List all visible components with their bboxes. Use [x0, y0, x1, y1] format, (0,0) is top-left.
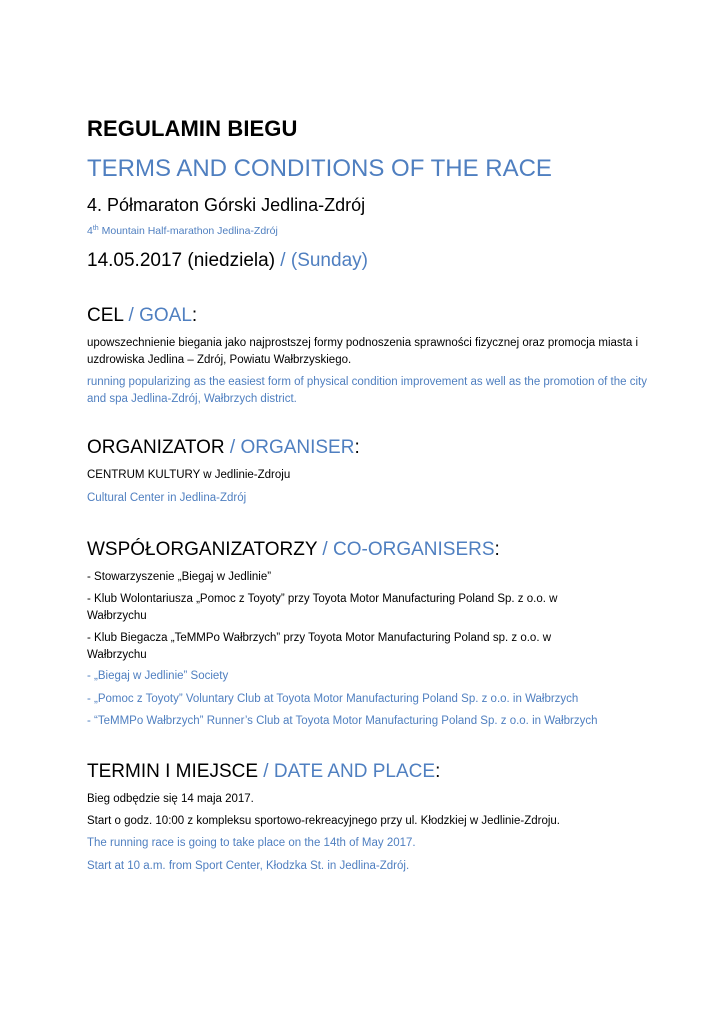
coorganisers-heading-english: CO-ORGANISERS	[333, 539, 495, 560]
date-place-heading-english: DATE AND PLACE	[273, 761, 436, 782]
race-date-polish: 14.05.2017 (niedziela)	[87, 250, 276, 271]
organiser-text-polish: CENTRUM KULTURY w Jedlinie-Zdroju	[87, 469, 291, 481]
organiser-heading-colon: :	[354, 437, 360, 458]
date-place-heading-separator: /	[258, 761, 274, 782]
goal-heading-english: GOAL	[139, 305, 192, 326]
organiser-heading	[87, 437, 360, 459]
date-place-line-polish-1: Bieg odbędzie się 14 maja 2017.	[87, 793, 254, 805]
coorganiser-item-polish-3: - Klub Biegacza „TeMMPo Wałbrzych” przy Toyota Motor Manufacturing Poland sp. z o.o. w Wałbrzychu	[87, 632, 552, 661]
coorganiser-item-english-1: - „Biegaj w Jedlinie” Society	[87, 670, 229, 682]
title-polish: REGULAMIN BIEGU	[87, 116, 298, 141]
race-date-english: / (Sunday)	[275, 250, 368, 271]
race-number: 4	[87, 225, 93, 237]
race-name-english	[87, 225, 278, 237]
goal-heading-separator: /	[123, 305, 140, 326]
goal-heading-polish: CEL	[87, 305, 124, 326]
goal-heading-colon: :	[191, 305, 198, 326]
title-english: TERMS AND CONDITIONS OF THE RACE	[87, 155, 552, 182]
race-name-english-rest: Mountain Half-marathon Jedlina-Zdrój	[98, 225, 278, 237]
goal-text-english: running popularizing as the easiest form of physical condition improvement as well as the promotion of the city and spa Jedlina-Zdrój, Wałbrzych district.	[87, 376, 647, 405]
date-place-heading-colon: :	[435, 761, 441, 782]
coorganiser-item-polish-2: - Klub Wolontariusza „Pomoc z Toyoty” przy Toyota Motor Manufacturing Poland Sp. z o.o. w Wałbrzychu	[87, 593, 558, 622]
coorganisers-heading	[87, 539, 500, 561]
date-place-line-polish-2: Start o godz. 10:00 z kompleksu sportowo-rekreacyjnego przy ul. Kłodzkiej w Jedlinie-Zdroju.	[87, 815, 560, 827]
goal-heading	[87, 305, 197, 327]
goal-text-polish: upowszechnienie biegania jako najprostszej formy podnoszenia sprawności fizycznej oraz promocja miasta i uzdrowiska Jedlina – Zdrój, Powiatu Wałbrzyskiego.	[87, 337, 639, 366]
organiser-text-english: Cultural Center in Jedlina-Zdrój	[87, 492, 247, 504]
coorganiser-item-english-2: - „Pomoc z Toyoty” Voluntary Club at Toyota Motor Manufacturing Poland Sp. z o.o. in Wałbrzych	[87, 693, 579, 705]
coorganiser-item-english-3: - “TeMMPo Wałbrzych” Runner’s Club at Toyota Motor Manufacturing Poland Sp. z o.o. in Wałbrzych	[87, 715, 598, 727]
organiser-heading-separator: /	[224, 437, 241, 458]
date-place-line-english-1: The running race is going to take place on the 14th of May 2017.	[87, 837, 416, 849]
coorganiser-item-polish-1: - Stowarzyszenie „Biegaj w Jedlinie”	[87, 571, 272, 583]
race-ordinal-suffix: th	[92, 225, 99, 232]
date-place-heading	[87, 761, 440, 783]
coorganisers-heading-separator: /	[317, 539, 333, 560]
coorganisers-heading-polish: WSPÓŁORGANIZATORZY	[87, 539, 318, 560]
race-name-polish: 4. Półmaraton Górski Jedlina-Zdrój	[87, 195, 366, 215]
date-place-line-english-2: Start at 10 a.m. from Sport Center, Kłodzka St. in Jedlina-Zdrój.	[87, 860, 410, 872]
coorganisers-heading-colon: :	[494, 539, 500, 560]
organiser-heading-polish: ORGANIZATOR	[87, 437, 225, 458]
race-date	[87, 250, 368, 272]
organiser-heading-english: ORGANISER	[240, 437, 355, 458]
date-place-heading-polish: TERMIN I MIEJSCE	[87, 761, 259, 782]
